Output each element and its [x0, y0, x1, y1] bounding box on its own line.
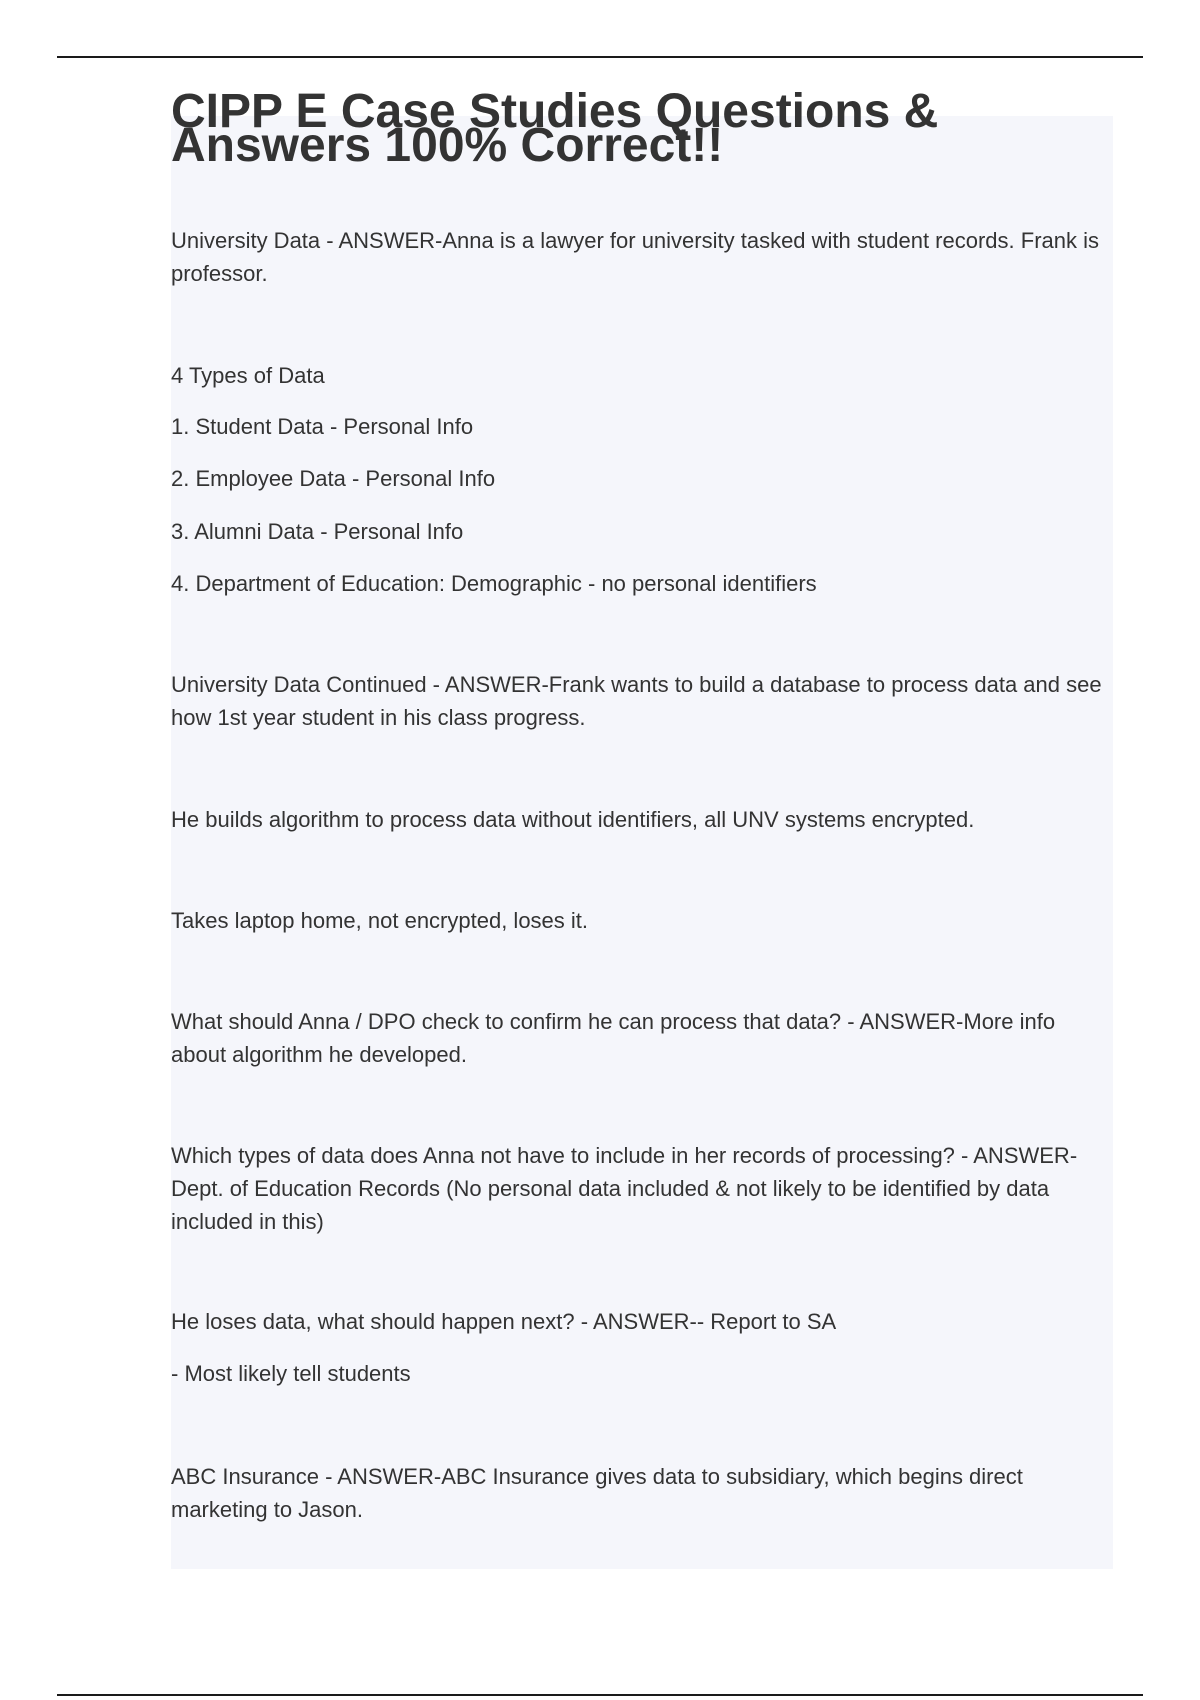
content-panel	[171, 116, 1113, 1569]
paragraph-abc-insurance: ABC Insurance - ANSWER-ABC Insurance gives data to subsidiary, which begins direct marketing to Jason.	[171, 1464, 1023, 1522]
list-item-department-data: 4. Department of Education: Demographic - no personal identifiers	[171, 571, 817, 596]
paragraph-question-dpo: What should Anna / DPO check to confirm he can process that data? - ANSWER-More info about algorithm he developed.	[171, 1009, 1056, 1067]
paragraph-university-data: University Data - ANSWER-Anna is a lawyer for university tasked with student records. Frank is professor.	[171, 228, 1099, 286]
list-item-employee-data: 2. Employee Data - Personal Info	[171, 466, 496, 491]
document-title: CIPP E Case Studies Questions & Answers 100% Correct!!	[171, 85, 939, 172]
list-item-student-data: 1. Student Data - Personal Info	[171, 414, 474, 439]
list-item-alumni-data: 3. Alumni Data - Personal Info	[171, 519, 464, 544]
paragraph-question-loses-data: He loses data, what should happen next? - ANSWER-- Report to SA	[171, 1309, 837, 1334]
top-rule	[57, 56, 1143, 58]
paragraph-laptop: Takes laptop home, not encrypted, loses it.	[171, 908, 589, 933]
paragraph-types-heading: 4 Types of Data	[171, 363, 325, 388]
paragraph-question-records: Which types of data does Anna not have to include in her records of processing? - ANSWER-Dept. of Education Records (No personal data included & not likely to be identified by data included in this)	[171, 1143, 1078, 1234]
paragraph-university-data-continued: University Data Continued - ANSWER-Frank wants to build a database to process data and see how 1st year student in his class progress.	[171, 672, 1102, 730]
paragraph-algorithm: He builds algorithm to process data without identifiers, all UNV systems encrypted.	[171, 807, 975, 832]
paragraph-tell-students: - Most likely tell students	[171, 1361, 411, 1386]
bottom-rule	[57, 1694, 1143, 1696]
